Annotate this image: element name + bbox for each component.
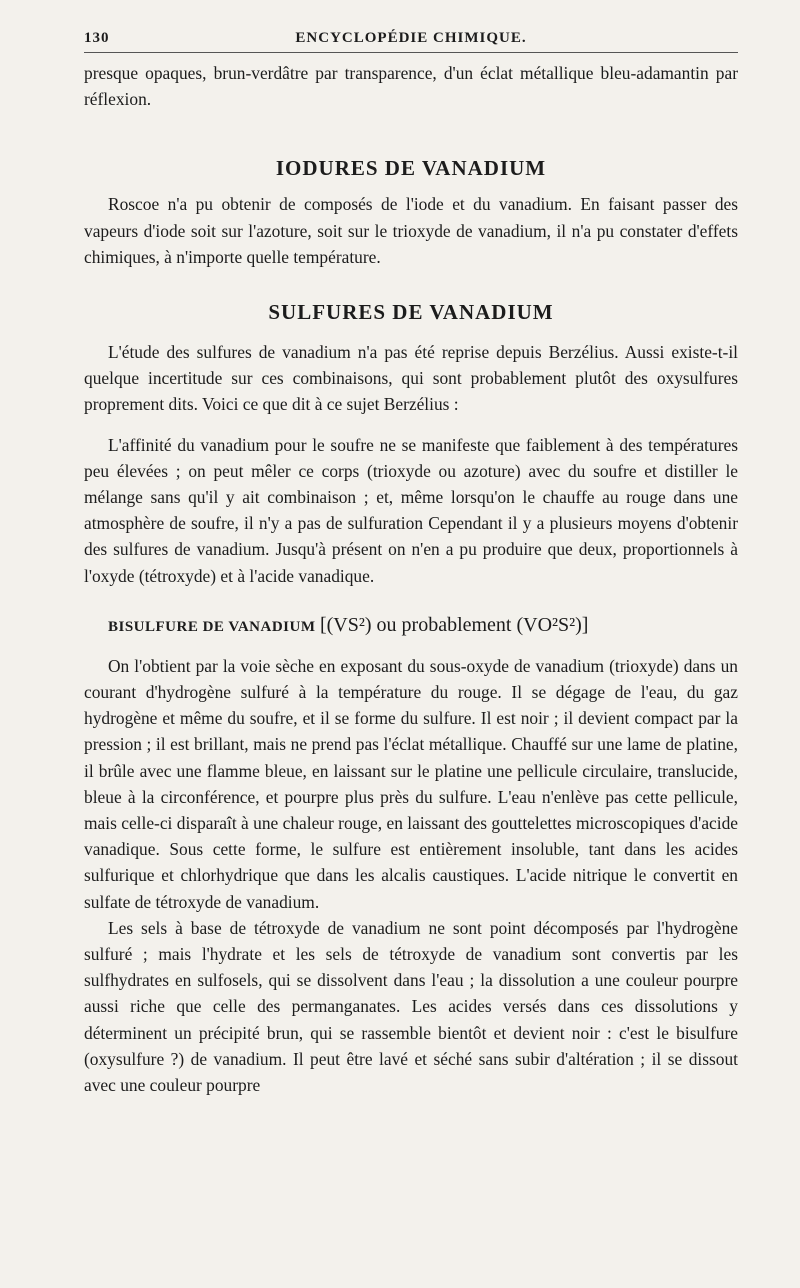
intro-paragraph: presque opaques, brun-verdâtre par transparence, d'un éclat métallique bleu-adamantin par réflexion. <box>84 63 738 110</box>
iodures-paragraph: Roscoe n'a pu obtenir de composés de l'iode et du vanadium. En faisant passer des vapeurs d'iode soit sur l'azoture, soit sur le trioxyde de vanadium, il n'a pu constater d'effets chimiques, à n'importe quelle température. <box>84 194 738 267</box>
bisulfure-heading <box>84 611 738 641</box>
bisulfure-heading-label: BISULFURE DE VANADIUM <box>108 618 316 635</box>
sulfures-paragraph-1: L'étude des sulfures de vanadium n'a pas été reprise depuis Berzélius. Aussi existe-t-il quelque incertitude sur ces combinaisons, qui sont probablement plutôt des oxysulfures proprement dits. Voici ce que dit à ce sujet Berzélius : <box>84 342 738 415</box>
page-number: 130 <box>84 30 110 46</box>
bisulfure-heading-formula: [(VS²) ou probablement (VO²S²)] <box>319 613 589 636</box>
section-title-sulfures: SULFURES DE VANADIUM <box>268 300 554 325</box>
body-text <box>84 60 738 1098</box>
running-header <box>84 28 738 53</box>
running-title: ENCYCLOPÉDIE CHIMIQUE. <box>295 30 527 46</box>
sulfures-paragraph-2: L'affinité du vanadium pour le soufre ne se manifeste que faiblement à des températures peu élevées ; on peut mêler ce corps (trioxyde ou azoture) avec du soufre et distiller le mélange sans qu'il y ait combinaison ; et, même lorsqu'on le chauffe au rouge dans une atmosphère de soufre, il n'y a pas de sulfuration Cependant il y a plusieurs moyens d'obtenir des sulfures de vanadium. Jusqu'à présent on n'en a pu produire que deux, proportionnels à l'oxyde (tétroxyde) et à l'acide vanadique. <box>84 434 738 586</box>
bisulfure-paragraph-2: Les sels à base de tétroxyde de vanadium ne sont point décomposés par l'hydrogène sulfuré ; mais l'hydrate et les sels de tétroxyde de vanadium sont convertis par les sulfhydrates en sulfosels, qui se dissolvent dans l'eau ; la dissolution a une couleur pourpre aussi riche que celle des permanganates. Les acides versés dans ces dissolutions y déterminent un précipité brun, qui se rassemble bientôt et devient noir : c'est le bisulfure (oxysulfure ?) de vanadium. Il peut être lavé et séché sans subir d'altération ; il se dissout avec une couleur pourpre <box>84 917 738 1096</box>
bisulfure-paragraph-1: On l'obtient par la voie sèche en exposant du sous-oxyde de vanadium (trioxyde) dans un courant d'hydrogène sulfuré à la température du rouge. Il se dégage de l'eau, du gaz hydrogène et même du soufre, et il se forme du sulfure. Il est noir ; il devient compact par la pression ; il est brillant, mais ne prend pas l'éclat métallique. Chauffé sur une lame de platine, il brûle avec une flamme bleue, en laissant sur le platine une pellicule circulaire, translucide, bleue à la circonférence, et pourpre plus près du sulfure. L'eau n'enlève pas cette pellicule, mais celle-ci disparaît à une chaleur rouge, en laissant des gouttelettes microscopiques d'acide vanadique. Sous cette forme, le sulfure est entièrement insoluble, tant dans les acides sulfurique et chlorhydrique que dans les alcalis caustiques. L'acide nitrique le convertit en sulfate de tétroxyde de vanadium. <box>84 655 738 912</box>
section-title-iodures: IODURES DE VANADIUM <box>275 156 547 181</box>
